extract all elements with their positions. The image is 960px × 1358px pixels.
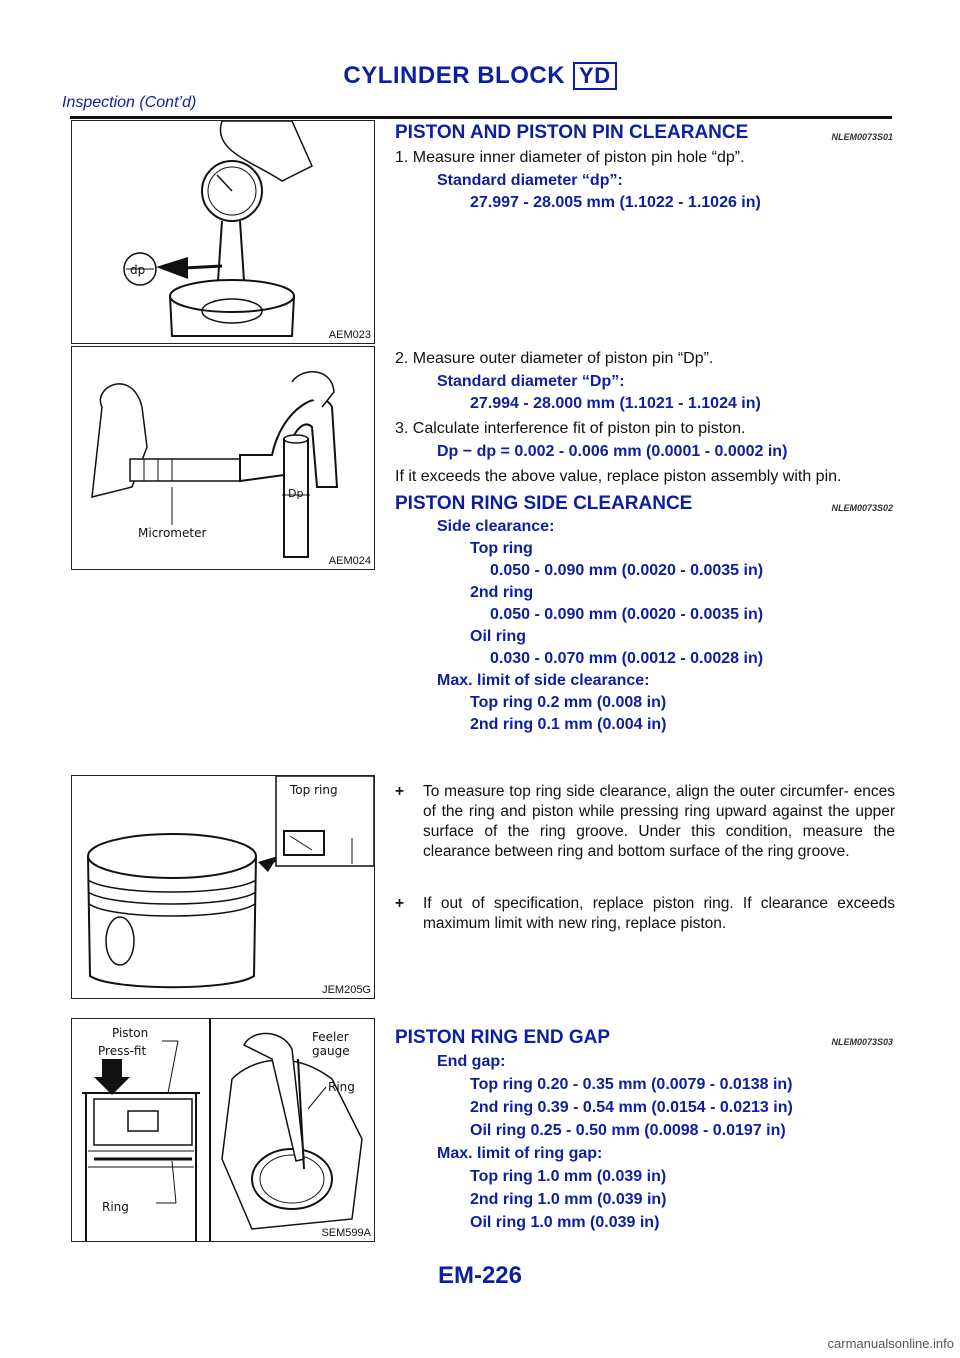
section-code: NLEM0073S01 [831, 132, 893, 142]
label-ring: Ring [102, 1200, 129, 1214]
interference-formula: Dp − dp = 0.002 - 0.006 mm (0.0001 - 0.0002 in) [437, 443, 788, 460]
page-subtitle: Inspection (Cont’d) [62, 94, 197, 111]
end-gap-label: End gap: [437, 1053, 506, 1070]
watermark: carmanualsonline.info [827, 1336, 954, 1351]
max-side-label: Max. limit of side clearance: [437, 672, 650, 689]
end-gap-top: Top ring 0.20 - 0.35 mm (0.0079 - 0.0138 in) [470, 1076, 793, 1093]
figure-micrometer [71, 346, 375, 570]
top-ring-value: 0.050 - 0.090 mm (0.0020 - 0.0035 in) [490, 562, 764, 579]
heading-ring-end-gap: PISTON RING END GAP NLEM0073S03 [395, 1027, 893, 1048]
label-piston: Piston [112, 1026, 149, 1040]
oil-ring-value: 0.030 - 0.070 mm (0.0012 - 0.0028 in) [490, 650, 764, 667]
section-code: NLEM0073S02 [831, 503, 893, 513]
second-ring-label: 2nd ring [470, 584, 534, 601]
figure-caption: SEM599A [321, 1227, 371, 1239]
end-gap-oil: Oil ring 0.25 - 0.50 mm (0.0098 - 0.0197 in) [470, 1122, 786, 1139]
dial-gauge-illustration [72, 121, 374, 343]
step-1: 1. Measure inner diameter of piston pin hole “dp”. [395, 149, 745, 166]
label-top-ring: Top ring [290, 783, 338, 797]
label-micrometer: Micrometer [138, 526, 207, 540]
ring-end-gap-illustration [72, 1019, 374, 1241]
top-ring-label: Top ring [470, 540, 533, 557]
heading-piston-pin-clearance: PISTON AND PISTON PIN CLEARANCE NLEM0073S01 [395, 122, 893, 143]
end-gap-second: 2nd ring 0.39 - 0.54 mm (0.0154 - 0.0213 in) [470, 1099, 793, 1116]
step-2: 2. Measure outer diameter of piston pin “Dp”. [395, 350, 714, 367]
engine-badge: YD [573, 62, 617, 90]
figure-caption: AEM023 [328, 329, 371, 341]
figure-caption: JEM205G [322, 984, 371, 996]
max-gap-top: Top ring 1.0 mm (0.039 in) [470, 1168, 667, 1185]
section-title: CYLINDER BLOCK [343, 62, 566, 89]
label-press-fit: Press-fit [98, 1044, 147, 1058]
label-Dp: Dp [288, 487, 304, 500]
label-dp: dp [130, 263, 146, 277]
second-ring-value: 0.050 - 0.090 mm (0.0020 - 0.0035 in) [490, 606, 764, 623]
piston-ring-illustration [72, 776, 374, 998]
std-dp-value: 27.997 - 28.005 mm (1.1022 - 1.1026 in) [470, 194, 761, 211]
bullet-item-1: + To measure top ring side clearance, align the outer circumfer- ences of the ring and piston while pressing ring upward against the upper surface of the ring groove. Under this condition, measure the clearance between ring and bottom surface of the ring groove. [395, 783, 895, 860]
page-title [0, 62, 960, 90]
max-top-ring: Top ring 0.2 mm (0.008 in) [470, 694, 667, 711]
micrometer-illustration [72, 347, 374, 569]
figure-piston-top-ring [71, 775, 375, 999]
replace-note: If it exceeds the above value, replace piston assembly with pin. [395, 468, 842, 485]
label-gauge: gauge [312, 1044, 350, 1058]
figure-ring-end-gap [71, 1018, 375, 1242]
section-code: NLEM0073S03 [831, 1037, 893, 1047]
header-rule [70, 116, 892, 119]
page-number: EM-226 [437, 1262, 523, 1289]
bullet-icon: + [395, 895, 405, 912]
figure-caption: AEM024 [328, 555, 371, 567]
side-clearance-label: Side clearance: [437, 518, 555, 535]
std-dp-label: Standard diameter “dp”: [437, 172, 623, 189]
bullet-icon: + [395, 783, 405, 800]
std-Dp-label: Standard diameter “Dp”: [437, 373, 625, 390]
std-Dp-value: 27.994 - 28.000 mm (1.1021 - 1.1024 in) [470, 395, 761, 412]
max-second-ring: 2nd ring 0.1 mm (0.004 in) [470, 716, 667, 733]
heading-ring-side-clearance: PISTON RING SIDE CLEARANCE NLEM0073S02 [395, 493, 893, 514]
label-feeler: Feeler [312, 1030, 349, 1044]
label-ring-2: Ring [328, 1080, 355, 1094]
max-gap-second: 2nd ring 1.0 mm (0.039 in) [470, 1191, 667, 1208]
step-3: 3. Calculate interference fit of piston pin to piston. [395, 420, 746, 437]
oil-ring-label: Oil ring [470, 628, 526, 645]
max-gap-oil: Oil ring 1.0 mm (0.039 in) [470, 1214, 660, 1231]
max-gap-label: Max. limit of ring gap: [437, 1145, 603, 1162]
bullet-item-2: + If out of specification, replace piston ring. If clearance exceeds maximum limit with new ring, replace piston. [395, 895, 895, 932]
figure-dial-bore-gauge [71, 120, 375, 344]
